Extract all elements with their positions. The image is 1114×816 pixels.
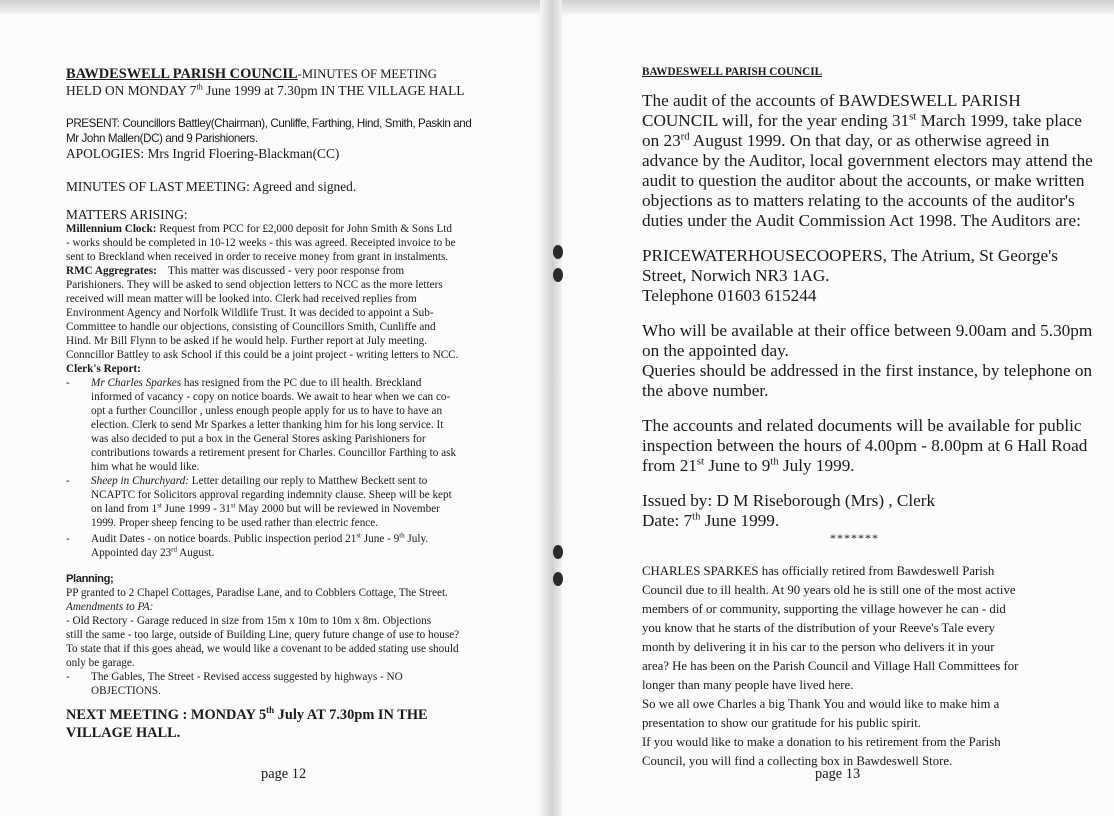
sparkes-article-line: you know that he starts of the distribution of your Reeve's Tale every (642, 621, 996, 635)
minutes-last-meeting: MINUTES OF LAST MEETING: Agreed and signed. (66, 179, 357, 194)
sparkes-line: Mr Charles Sparkes has resigned from the PC due to ill health. Breckland (91, 377, 422, 389)
sheep-line: Sheep in Churchyard: Letter detailing our reply to Matthew Beckett sent to (91, 475, 428, 487)
sparkes-line: informed of vacancy - copy on notice boards. We await to hear when we can co- (91, 391, 451, 403)
sparkes-article-line: Council due to ill health. At 90 years old he is still one of the most active (642, 583, 1016, 597)
audit-notice-line: advance by the Auditor, local government electors may attend the (642, 151, 1093, 170)
audit-notice-line: audit to question the auditor about the accounts, or make written (642, 171, 1085, 190)
audit-dates-line: Appointed day 23rd August. (91, 545, 215, 559)
next-meeting-line: VILLAGE HALL. (66, 725, 181, 741)
staple-mark (553, 545, 563, 559)
sparkes-line: him what he would like. (91, 461, 200, 473)
amendments-heading: Amendments to PA: (66, 601, 154, 613)
clerks-report-heading: Clerk's Report: (66, 363, 141, 375)
present-line: PRESENT: Councillors Battley(Chairman), Cunliffe, Farthing, Hind, Smith, Paskin and (66, 117, 472, 130)
planning-line: PP granted to 2 Chapel Cottages, Paradise Lane, and to Cobblers Cottage, The Street. (66, 587, 448, 599)
council-name: BAWDESWELL PARISH COUNCIL (66, 66, 298, 82)
inspection-line: inspection between the hours of 4.00pm - 8.00pm at 6 Hall Road (642, 436, 1088, 455)
sparkes-article-line: So we all owe Charles a big Thank You and would like to make him a (642, 697, 1000, 711)
issued-by-line: Issued by: D M Riseborough (Mrs) , Clerk (642, 491, 936, 510)
auditor-phone: Telephone 01603 615244 (642, 286, 817, 305)
availability-line: Who will be available at their office between 9.00am and 5.30pm (642, 321, 1093, 340)
audit-notice-line: The audit of the accounts of BAWDESWELL PARISH (642, 91, 1021, 110)
rectory-line: still the same - too large, outside of Building Line, query future change of use to house? (66, 629, 460, 641)
notice-heading: BAWDESWELL PARISH COUNCIL (642, 66, 823, 78)
audit-notice-line: duties under the Audit Commission Act 1998. The Auditors are: (642, 211, 1081, 230)
millennium-line: - works should be completed in 10-12 weeks - this was agreed. Receipted invoice to be (66, 237, 456, 249)
gables-line: OBJECTIONS. (91, 685, 161, 697)
meeting-held-line: HELD ON MONDAY 7th June 1999 at 7.30pm IN THE VILLAGE HALL (66, 82, 465, 98)
rectory-line: To state that if this goes ahead, we would like a covenant to be added stating use should (66, 643, 459, 655)
inspection-line: from 21st June to 9th July 1999. (642, 456, 855, 475)
bullet-dash: - (66, 377, 70, 389)
page-number: page 12 (261, 766, 307, 782)
sparkes-article-line: If you would like to make a donation to his retirement from the Parish (642, 735, 1001, 749)
rmc-line: RMC Aggregrates: This matter was discussed - very poor response from (66, 265, 405, 277)
apologies-line: APOLOGIES: Mrs Ingrid Floering-Blackman(CC) (66, 146, 340, 161)
rectory-line: - Old Rectory - Garage reduced in size from 15m x 10m to 10m x 8m. Objections (66, 615, 432, 627)
bullet-dash: - (66, 671, 70, 683)
sheep-line: NCAPTC for Solicitors approval regarding indemnity clause. Sheep will be kept (91, 489, 452, 501)
minutes-title (66, 67, 437, 83)
sparkes-article-line: month by delivering it in his car to the person who delivers it in your (642, 640, 995, 654)
gables-line: The Gables, The Street - Revised access suggested by highways - NO (91, 671, 403, 683)
sparkes-line: was also decided to put a box in the General Stores asking Parishioners for (91, 433, 426, 445)
sparkes-line: opt a further Councillor , unless enough people apply for us to have to have an (91, 405, 443, 417)
rmc-line: Conncillor Battley to ask School if this could be a joint project - writing letters to NCC. (66, 349, 459, 361)
audit-dates-line: Audit Dates - on notice boards. Public inspection period 21st June - 9th July. (91, 531, 429, 545)
audit-notice-line: on 23rd August 1999. On that day, or as otherwise agreed in (642, 131, 1050, 150)
rmc-line: Environment Agency and Norfolk Wildlife Trust. It was decided to appoint a Sub- (66, 307, 434, 319)
audit-notice-line: objections as to matters relating to the accounts of the auditor's (642, 191, 1075, 210)
rmc-line: received will mean matter will be looked into. Clerk had received replies from (66, 293, 417, 305)
staple-mark (553, 245, 563, 259)
sparkes-article-line: CHARLES SPARKES has officially retired from Bawdeswell Parish (642, 564, 995, 578)
auditor-address-line: PRICEWATERHOUSECOOPERS, The Atrium, St George's (642, 246, 1058, 265)
matters-arising-heading: MATTERS ARISING: (66, 207, 188, 222)
rmc-line: Parishioners. They will be asked to send objection letters to NCC as the more letters (66, 279, 443, 291)
auditor-address-line: Street, Norwich NR3 1AG. (642, 266, 830, 285)
binding-gutter (540, 0, 562, 816)
bullet-dash: - (66, 475, 70, 487)
staple-mark (553, 268, 563, 282)
millennium-line: Millennium Clock: Request from PCC for £2,000 deposit for John Smith & Sons Ltd (66, 223, 452, 235)
present-line: Mr John Mallen(DC) and 9 Parishioners. (66, 132, 258, 145)
sparkes-line: election. Clerk to send Mr Sparkes a letter thanking him for his long service. It (91, 419, 444, 431)
sparkes-article-line: Council, you will find a collecting box in Bawdeswell Store. (642, 754, 953, 768)
audit-notice-line: COUNCIL will, for the year ending 31st March 1999, take place (642, 111, 1082, 130)
planning-heading: Planning; (66, 573, 114, 585)
queries-line: the above number. (642, 381, 769, 400)
sparkes-article-line: presentation to show our gratitude for his public spirit. (642, 716, 921, 730)
millennium-line: sent to Breckland when received in order to receive money from grant in instalments. (66, 251, 449, 263)
sheep-line: on land from 1st June 1999 - 31st May 2000 but will be reviewed in November (91, 501, 440, 515)
rmc-line: Committee to handle our objections, consisting of Councillors Smith, Cunliffe and (66, 321, 436, 333)
queries-line: Queries should be addressed in the first instance, by telephone on (642, 361, 1093, 380)
bullet-dash: - (66, 533, 70, 545)
sheep-line: 1999. Proper sheep fencing to be used rather than electric fence. (91, 517, 379, 529)
rectory-line: only be garage. (66, 657, 135, 669)
title-suffix: -MINUTES OF MEETING (297, 67, 437, 81)
sparkes-article-line: area? He has been on the Parish Council and Village Hall Committees for (642, 659, 1019, 673)
inspection-line: The accounts and related documents will be available for public (642, 416, 1082, 435)
section-divider-stars: ******* (830, 531, 879, 545)
sparkes-line: contributions towards a retirement present for Charles. Councillor Farthing to ask (91, 447, 457, 459)
sparkes-article-line: members of or community, supporting the village however he can - did (642, 602, 1006, 616)
issue-date-line: Date: 7th June 1999. (642, 511, 780, 530)
rmc-line: Hind. Mr Bill Flynn to be asked if he would help. Further report at July meeting. (66, 335, 428, 347)
page-number: page 13 (815, 766, 861, 782)
availability-line: on the appointed day. (642, 341, 789, 360)
sparkes-article-line: longer than many people have lived here. (642, 678, 854, 692)
next-meeting-line: NEXT MEETING : MONDAY 5th July AT 7.30pm IN THE (66, 705, 428, 723)
staple-mark (553, 572, 563, 586)
